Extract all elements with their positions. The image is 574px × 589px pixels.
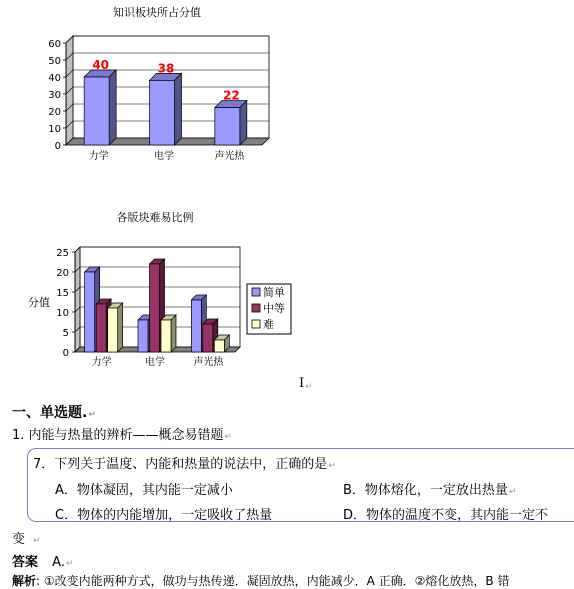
text-cursor: I [299,376,305,391]
option-c: C．物体的内能增加，一定吸收了热量 [55,508,273,523]
chart1-category-label: 力学 [88,151,109,162]
option-d-overflow [12,528,41,547]
option-b-text: B．物体熔化，一定放出热量 [343,483,508,498]
question-stem-text: 7．下列关于温度、内能和热量的说法中，正确的是 [33,457,328,472]
chart2-ytick-label: 5 [62,328,69,339]
option-d: D．物体的温度不变，其内能一定不 [343,508,549,523]
legend-swatch-hard [252,320,260,328]
topic-text: 1. 内能与热量的辨析——概念易错题 [12,428,224,443]
analysis-line [12,572,509,589]
chart1-bar [215,101,247,145]
chart1-ytick-label: 60 [48,39,61,50]
analysis-text: : ①改变内能两种方式，做功与热传递．凝固放热，内能减少．A 正确．②熔化放热，B 错 [36,574,510,588]
chart2-ytick-label: 15 [56,288,69,299]
return-mark: ↵ [508,487,517,497]
chart2-bar [108,303,123,352]
chart1-ytick-label: 10 [48,124,61,135]
chart1-data-label: 22 [222,88,240,103]
legend-swatch-simple [252,288,260,296]
chart1-category-label: 电学 [154,151,174,162]
chart2-ytick-label: 20 [56,268,69,279]
chart2-legend [247,284,291,334]
chart2-side-wall [75,247,80,352]
return-mark: ↵ [224,432,233,442]
chart1-ytick-label: 20 [48,107,61,118]
chart1-data-label: 38 [157,61,175,76]
chart1-bar [84,70,116,145]
chart2-ytick-label: 10 [56,308,69,319]
section-title [12,402,96,422]
chart1-bar [150,73,182,145]
option-a: A．物体凝固，其内能一定减小 [55,483,233,498]
chart2-title: 各版块难易比例 [116,211,194,224]
chart2-ytick-label: 0 [62,348,69,359]
topic-line [12,424,232,443]
legend-label-hard: 难 [263,318,274,331]
option-d-overflow-text: 变 [12,532,26,547]
chart1-category-label: 声光热 [214,151,245,162]
return-mark: ↵ [88,410,96,420]
chart1-ytick-label: 50 [48,56,61,67]
chart2-category-label: 电学 [145,357,165,368]
legend-label-medium: 中等 [263,302,285,315]
chart1-data-label: 40 [92,58,110,72]
answer-value: A. [52,555,65,570]
chart2-ylabel: 分值 [28,296,50,309]
chart2-category-label: 声光热 [193,357,224,368]
chart2-category-label: 力学 [91,357,112,368]
chart-score-by-section [0,0,300,170]
chart1-ytick-label: 0 [54,141,61,152]
chart1-ytick-label: 30 [48,90,61,101]
chart2-bar [161,315,176,352]
section-title-text: 一、单选题. [12,405,88,421]
analysis-label: 解析 [12,574,37,588]
return-mark: ↵ [33,536,41,546]
return-mark: ↵ [328,461,336,471]
chart1-title: 知识板块所占分值 [113,6,201,19]
answer-line [12,551,74,570]
chart1-ytick-label: 40 [48,73,61,84]
return-mark: ↵ [305,382,313,392]
return-mark: ↵ [65,559,74,569]
chart2-bar [214,335,229,352]
answer-label: 答案 [12,555,39,570]
option-b [343,479,516,498]
legend-label-simple: 简单 [263,286,285,299]
legend-swatch-medium [252,304,260,312]
chart-difficulty-ratio [0,200,310,375]
chart2-ytick-label: 25 [56,248,69,259]
question-stem [33,453,336,472]
